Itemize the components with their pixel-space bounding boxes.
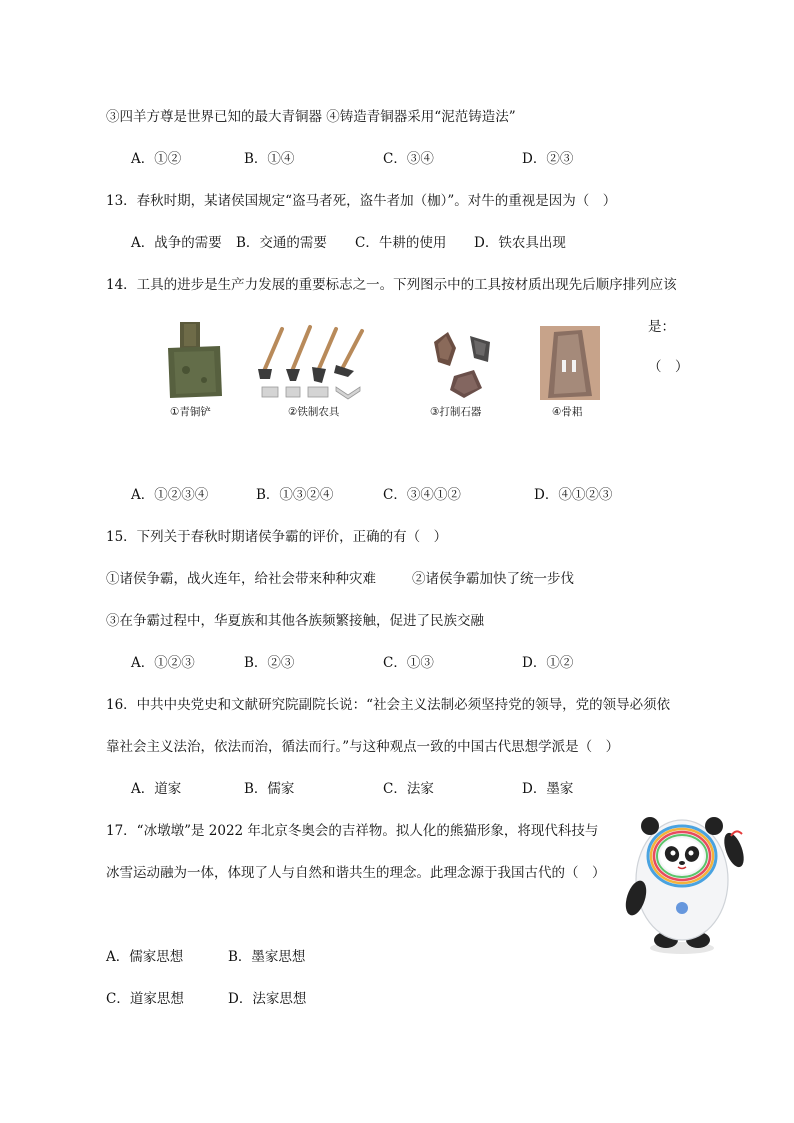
q14-stem-line2: 是： [648, 319, 675, 335]
q15-item-2: ②诸侯争霸加快了统一步伐 [412, 571, 574, 587]
q12-option-c[interactable]: C．③④ [383, 151, 434, 167]
q16-stem-line1: 16．中共中央党史和文献研究院副院长说：“社会主义法制必须坚持党的领导，党的领导必须依 [106, 697, 671, 713]
q13-option-d[interactable]: D．铁农具出现 [474, 235, 566, 251]
q17-option-c[interactable]: C．道家思想 [106, 991, 184, 1007]
q15-item-3: ③在争霸过程中，华夏族和其他各族频繁接触，促进了民族交融 [106, 613, 484, 629]
q14-option-a[interactable]: A．①②③④ [131, 487, 209, 503]
q13-option-c[interactable]: C．牛耕的使用 [355, 235, 447, 251]
caption-bronze-shovel: ①青铜铲 [170, 406, 211, 418]
q16-option-a[interactable]: A．道家 [131, 781, 182, 797]
q14-option-b[interactable]: B．①③②④ [256, 487, 334, 503]
q17-option-a[interactable]: A．儒家思想 [106, 949, 184, 965]
q17-option-b[interactable]: B．墨家思想 [228, 949, 306, 965]
q16-option-d[interactable]: D．墨家 [522, 781, 574, 797]
q13-option-b[interactable]: B．交通的需要 [236, 235, 327, 251]
bronze-shovel-image [166, 322, 224, 400]
q15-option-c[interactable]: C．①③ [383, 655, 434, 671]
q14-option-c[interactable]: C．③④①② [383, 487, 461, 503]
iron-tools-image [256, 325, 366, 403]
caption-iron-tools: ②铁制农具 [288, 406, 340, 418]
q15-option-b[interactable]: B．②③ [244, 655, 295, 671]
q12-statement-line: ③四羊方尊是世界已知的最大青铜器 ④铸造青铜器采用“泥范铸造法” [106, 109, 516, 125]
q15-stem: 15．下列关于春秋时期诸侯争霸的评价，正确的有（ ） [106, 529, 448, 545]
q16-option-c[interactable]: C．法家 [383, 781, 434, 797]
q15-option-a[interactable]: A．①②③ [131, 655, 195, 671]
q17-option-d[interactable]: D．法家思想 [228, 991, 307, 1007]
q13-option-a[interactable]: A．战争的需要 [131, 235, 222, 251]
caption-bone-spade: ④骨耜 [552, 406, 583, 418]
q12-option-d[interactable]: D．②③ [522, 151, 574, 167]
bone-spade-image [540, 326, 600, 400]
chipped-stone-tools-image [430, 328, 498, 400]
caption-chipped-stone: ③打制石器 [430, 406, 482, 418]
q12-option-a[interactable]: A．①② [131, 151, 182, 167]
q15-option-d[interactable]: D．①② [522, 655, 574, 671]
q15-item-1: ①诸侯争霸，战火连年，给社会带来种种灾难 [106, 571, 376, 587]
q14-stem-line1: 14．工具的进步是生产力发展的重要标志之一。下列图示中的工具按材质出现先后顺序排列应该 [106, 277, 677, 293]
q17-stem-line2: 冰雪运动融为一体，体现了人与自然和谐共生的理念。此理念源于我国古代的（ ） [106, 865, 606, 881]
q17-stem-line1: 17．“冰墩墩”是 2022 年北京冬奥会的吉祥物。拟人化的熊猫形象，将现代科技与 [106, 823, 599, 839]
q13-stem: 13．春秋时期，某诸侯国规定“盗马者死，盗牛者加（枷）”。对牛的重视是因为（ ） [106, 193, 617, 209]
q14-answer-paren: （ ） [648, 359, 689, 375]
q14-option-d[interactable]: D．④①②③ [534, 487, 613, 503]
panda-mascot-image [620, 808, 752, 958]
q16-option-b[interactable]: B．儒家 [244, 781, 295, 797]
q12-option-b[interactable]: B．①④ [244, 151, 295, 167]
q16-stem-line2: 靠社会主义法治，依法而治，循法而行。”与这种观点一致的中国古代思想学派是（ ） [106, 739, 620, 755]
